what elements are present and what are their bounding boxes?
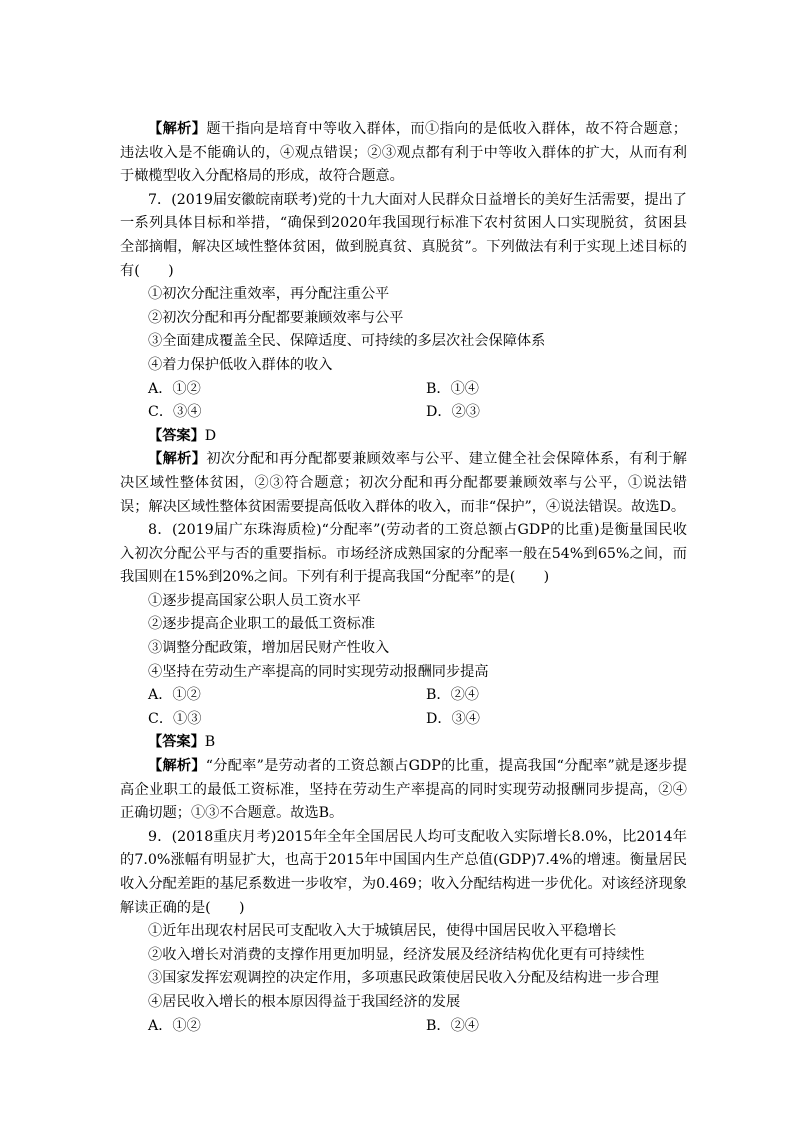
question-8-choices-row-1	[120, 684, 687, 708]
analysis-paragraph-6	[120, 118, 687, 189]
question-8-option-1: ①逐步提高国家公职人员工资水平	[148, 592, 361, 609]
analysis-text: “分配率”是劳动者的工资总额占GDP的比重，提高我国“分配率”就是逐步提高企业职工的最低工资标准，坚持在劳动生产率提高的同时实现劳动报酬同步提高，②④正确切题；①③不合题意。故选B。	[120, 758, 687, 822]
question-8-choices-row-2	[120, 708, 687, 732]
question-8-stem: 8．(2019届广东珠海质检)“分配率”(劳动者的工资总额占GDP的比重)是衡量国民收入初次分配公平与否的重要指标。市场经济成熟国家的分配率一般在54%到65%之间，而我国则在15%到20%之间。下列有利于提高我国“分配率”的是( )	[120, 522, 687, 586]
choice-a: A．①②	[148, 1017, 201, 1034]
choice-d: D．②③	[426, 404, 480, 421]
choice-b: B．②④	[426, 687, 479, 704]
answer-value: B	[204, 734, 216, 751]
analysis-text: 题干指向是培育中等收入群体，而①指向的是低收入群体，故不符合题意；违法收入是不能确认的，④观点错误；②③观点都有利于中等收入群体的扩大，从而有利于橄榄型收入分配格局的形成，故符合题意。	[120, 121, 687, 185]
question-7-option-4: ④着力保护低收入群体的收入	[148, 356, 333, 373]
question-8-analysis	[120, 755, 687, 826]
question-8-option-4: ④坚持在劳动生产率提高的同时实现劳动报酬同步提高	[148, 663, 489, 680]
analysis-label: 【解析】	[148, 121, 207, 137]
analysis-label: 【解析】	[148, 451, 207, 468]
choice-b: B．①④	[426, 380, 479, 397]
choice-b: B．②④	[426, 1017, 479, 1034]
question-7-analysis	[120, 448, 687, 519]
choice-d: D．③④	[426, 710, 480, 727]
question-8-answer	[120, 731, 687, 755]
question-9-option-4: ④居民收入增长的根本原因得益于我国经济的发展	[148, 993, 461, 1010]
question-8-option-2: ②逐步提高企业职工的最低工资标准	[148, 616, 376, 633]
question-8-option-3: ③调整分配政策，增加居民财产性收入	[148, 640, 390, 657]
answer-label: 【答案】	[148, 734, 205, 751]
question-7-option-2: ②初次分配和再分配都要兼顾效率与公平	[148, 309, 404, 326]
analysis-text: 初次分配和再分配都要兼顾效率与公平、建立健全社会保障体系，有利于解决区域性整体贫困，②③符合题意；初次分配和再分配都要兼顾效率与公平，①说法错误；解决区域性整体贫困需要提高低收入群体的收入，而非“保护”，④说法错误。故选D。	[120, 451, 687, 515]
choice-a: A．①②	[148, 687, 201, 704]
answer-label: 【答案】	[148, 427, 205, 444]
document-page	[120, 118, 687, 1038]
choice-a: A．①②	[148, 380, 201, 397]
choice-c: C．③④	[148, 404, 202, 421]
question-7-choices-row-1	[120, 378, 687, 402]
question-7-choices-row-2	[120, 401, 687, 425]
choice-c: C．①③	[148, 710, 202, 727]
question-9-option-2: ②收入增长对消费的支撑作用更加明显，经济发展及经济结构优化更有可持续性	[148, 946, 645, 963]
question-7-stem: 7．(2019届安徽皖南联考)党的十九大面对人民群众日益增长的美好生活需要，提出了一系列具体目标和举措，“确保到2020年我国现行标准下农村贫困人口实现脱贫，贫困县全部摘帽，解决区域性整体贫困，做到脱真贫、真脱贫”。下列做法有利于实现上述目标的有( )	[120, 191, 687, 279]
question-9-stem: 9．(2018重庆月考)2015年全年全国居民人均可支配收入实际增长8.0%，比2014年的7.0%涨幅有明显扩大，也高于2015年中国国内生产总值(GDP)7.4%的增速。衡量居民收入分配差距的基尼系数进一步收窄，为0.469；收入分配结构进一步优化。对该经济现象解读正确的是( )	[120, 828, 687, 916]
question-9-choices-row-1	[120, 1015, 687, 1039]
question-7-option-1: ①初次分配注重效率，再分配注重公平	[148, 286, 390, 303]
question-9-option-1: ①近年出现农村居民可支配收入大于城镇居民，使得中国居民收入平稳增长	[148, 923, 617, 940]
question-9-option-3: ③国家发挥宏观调控的决定作用，多项惠民政策使居民收入分配及结构进一步合理	[148, 970, 659, 987]
question-7-answer	[120, 425, 687, 449]
answer-value: D	[204, 427, 217, 444]
analysis-label: 【解析】	[148, 758, 206, 775]
question-7-option-3: ③全面建成覆盖全民、保障适度、可持续的多层次社会保障体系	[148, 333, 546, 350]
